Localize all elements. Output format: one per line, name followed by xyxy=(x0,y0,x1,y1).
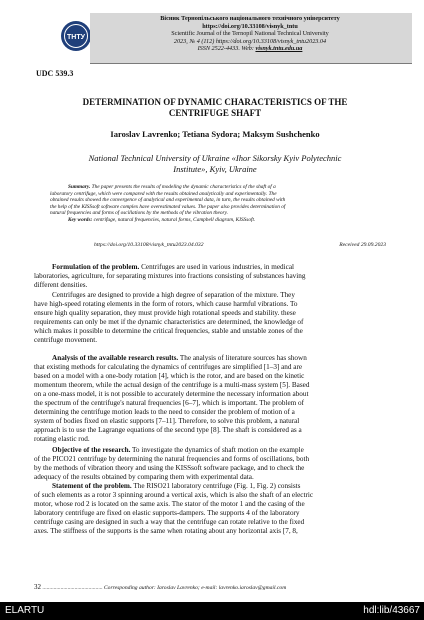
logo-text: ТНТУ xyxy=(67,34,85,41)
issue-info: 2023, № 4 (112) https://doi.org/10.33108/visnyk_tntu2023.04 xyxy=(173,37,327,45)
keywords-text: centrifuge, natural frequencies, natural forms, Campbell diagram, KISSsoft. xyxy=(92,216,256,223)
keywords-label: Key words: xyxy=(68,216,93,223)
section-heading-statement: Statement of the problem. xyxy=(52,482,132,490)
body-line: based on a model with a one-body rotation [4], which is the rotor, and are based on the kinetic xyxy=(34,372,305,380)
journal-logo xyxy=(60,20,92,52)
received-date: Received 29.09.2023 xyxy=(339,242,386,248)
issn-text: ISSN 2522-4433. Web: xyxy=(197,45,256,52)
repository-name[interactable]: ELARTU xyxy=(5,605,45,616)
body-line: which makes it possible to determine the critical frequencies, stable and unstable zones of the xyxy=(34,327,303,335)
body-line: on a one-mass model, it is not possible to accurately determine the necessary information about xyxy=(34,390,309,398)
body-line: adequacy of the results obtained by comparing them with experimental data. xyxy=(34,473,254,481)
body-line: motor, whose rod 2 is located on the same axis. The stator of the motor 1 and the casing of the xyxy=(34,500,305,508)
body-line: determining the centrifuge motion leads to the need to consider the problem of motion of a xyxy=(34,408,295,416)
body-line: laboratories, agriculture, for separating mixtures into fractions consisting of substances having xyxy=(34,272,306,280)
body-line: the spectrum of the centrifuge's natural frequencies [6–7], which is important. The problem of xyxy=(34,399,305,407)
body-line: centrifuge movement. xyxy=(34,336,98,344)
body-line: axes. The stiffness of the supports is the same when rotating about any horizontal axis [7, 8, xyxy=(34,527,298,535)
body-line xyxy=(34,446,390,455)
abstract-line-5: natural frequencies and forms of oscillations by the methods of the vibration theory. xyxy=(50,210,228,216)
udc-code: UDC 539.3 xyxy=(36,69,74,78)
body-line: that existing methods for calculating the dynamics of centrifuges are simplified [1–3] and are xyxy=(34,363,303,371)
body-line xyxy=(34,482,390,491)
body-line: system of bodies fixed on elastic supports [7–11]. Therefore, to solve this problem, a natural xyxy=(34,417,300,425)
body-text: The analysis of literature sources has shown xyxy=(178,354,307,362)
footer-dots: ........................................... xyxy=(41,585,103,591)
body-line: laboratory centrifuge are fixed on elastic supports-dampers. The supports 4 of the laboratory xyxy=(34,509,300,517)
body-line: by the methods of vibration theory and using the KISSsoft software package, and to check the xyxy=(34,464,305,472)
abstract-label: Summary. xyxy=(68,184,91,190)
section-heading-objective: Objective of the research. xyxy=(52,446,131,454)
journal-doi-link[interactable]: https://doi.org/10.33108/visnyk_tntu xyxy=(202,22,298,30)
page-number: 32 xyxy=(34,583,41,591)
section-heading-problem: Formulation of the problem. xyxy=(52,263,140,271)
body-line xyxy=(34,263,390,272)
body-line: of such elements as a rotor 3 spinning around a vertical axis, which is also the shaft of an electric xyxy=(34,491,314,499)
body-line: different densities. xyxy=(34,281,88,289)
affiliation-line-1: National Technical University of Ukraine «Ihor Sikorsky Kyiv Polytechnic xyxy=(88,153,342,163)
body-line: ensure high quality separation, they must provide high rotational speeds and stability. these xyxy=(34,309,296,317)
body-line: have high-speed rotating elements in the form of rotors, which cause harmful vibrations. To xyxy=(34,300,298,308)
affiliation-line-2: Institute», Kyiv, Ukraine xyxy=(173,164,257,174)
body-text: To investigate the dynamics of shaft motion on the example xyxy=(130,446,304,454)
journal-name-ua: Вісник Тернопільського національного технічного університету xyxy=(160,15,340,22)
article-doi-link[interactable]: https://doi.org/10.33108/visnyk_tntu2023.04.032 xyxy=(94,242,204,248)
abstract-line-2: laboratory centrifuge, which were compared with the results obtained analytically and experimentally. The xyxy=(50,190,277,197)
page-footer xyxy=(34,583,390,591)
keywords-line xyxy=(50,217,380,224)
body-line: requirements can only be met if the dynamic characteristics are determined, the knowledge of xyxy=(34,318,304,326)
issn-line xyxy=(95,45,405,53)
body-line: centrifuge casing are designed in such a way that the centrifuge can rotate relative to the fixed xyxy=(34,518,305,526)
authors: Iaroslav Lavrenko; Tetiana Sydora; Maksym Sushchenko xyxy=(110,129,320,139)
corresponding-author: Corresponding author: Iaroslav Lavrenko; e-mail: lavrenko.iaroslav@gmail.com xyxy=(102,585,287,591)
body-line: Centrifuges are designed to provide a high degree of separation of the mixture. They xyxy=(52,291,295,299)
abstract-line-4: the help of the KISSsoft software complex have overestimated values. The paper also provides determination of xyxy=(50,203,286,210)
body-line: approach is to use the Lagrange equations of the second type [8]. The shaft is considered as a xyxy=(34,426,302,434)
paper-title-line-1: DETERMINATION OF DYNAMIC CHARACTERISTICS OF THE xyxy=(82,97,348,107)
body-line: momentum theorem, while the actual design of the centrifuge is a multi-mass system [5]. Based xyxy=(34,381,310,389)
body-text: Centrifuges are used in various industries, in medical xyxy=(139,263,295,271)
paper-title-line-2: CENTRIFUGE SHAFT xyxy=(168,108,262,118)
body-line: rotating elastic rod. xyxy=(34,435,90,443)
body-line xyxy=(34,354,390,363)
abstract-text-1: The paper presents the results of modeling the dynamic characteristics of the shaft of a xyxy=(90,184,276,190)
journal-name-en: Scientific Journal of the Ternopil National Technical University xyxy=(171,30,329,37)
body-line: of the PICO21 centrifuge by determining the natural frequencies and forms of oscillations, both xyxy=(34,455,310,463)
section-heading-analysis: Analysis of the available research results. xyxy=(52,354,179,362)
repository-bar xyxy=(0,602,424,620)
handle-id[interactable]: hdl:lib/43667 xyxy=(363,605,420,616)
journal-website-link[interactable]: visnyk.tntu.edu.ua xyxy=(255,45,303,52)
body-text: The RISO21 laboratory centrifuge (Fig. 1, Fig. 2) consists xyxy=(131,482,301,490)
abstract-line-3: obtained results showed the convergence of analytical and experimental data, in turn, the results obtained with xyxy=(50,197,286,203)
